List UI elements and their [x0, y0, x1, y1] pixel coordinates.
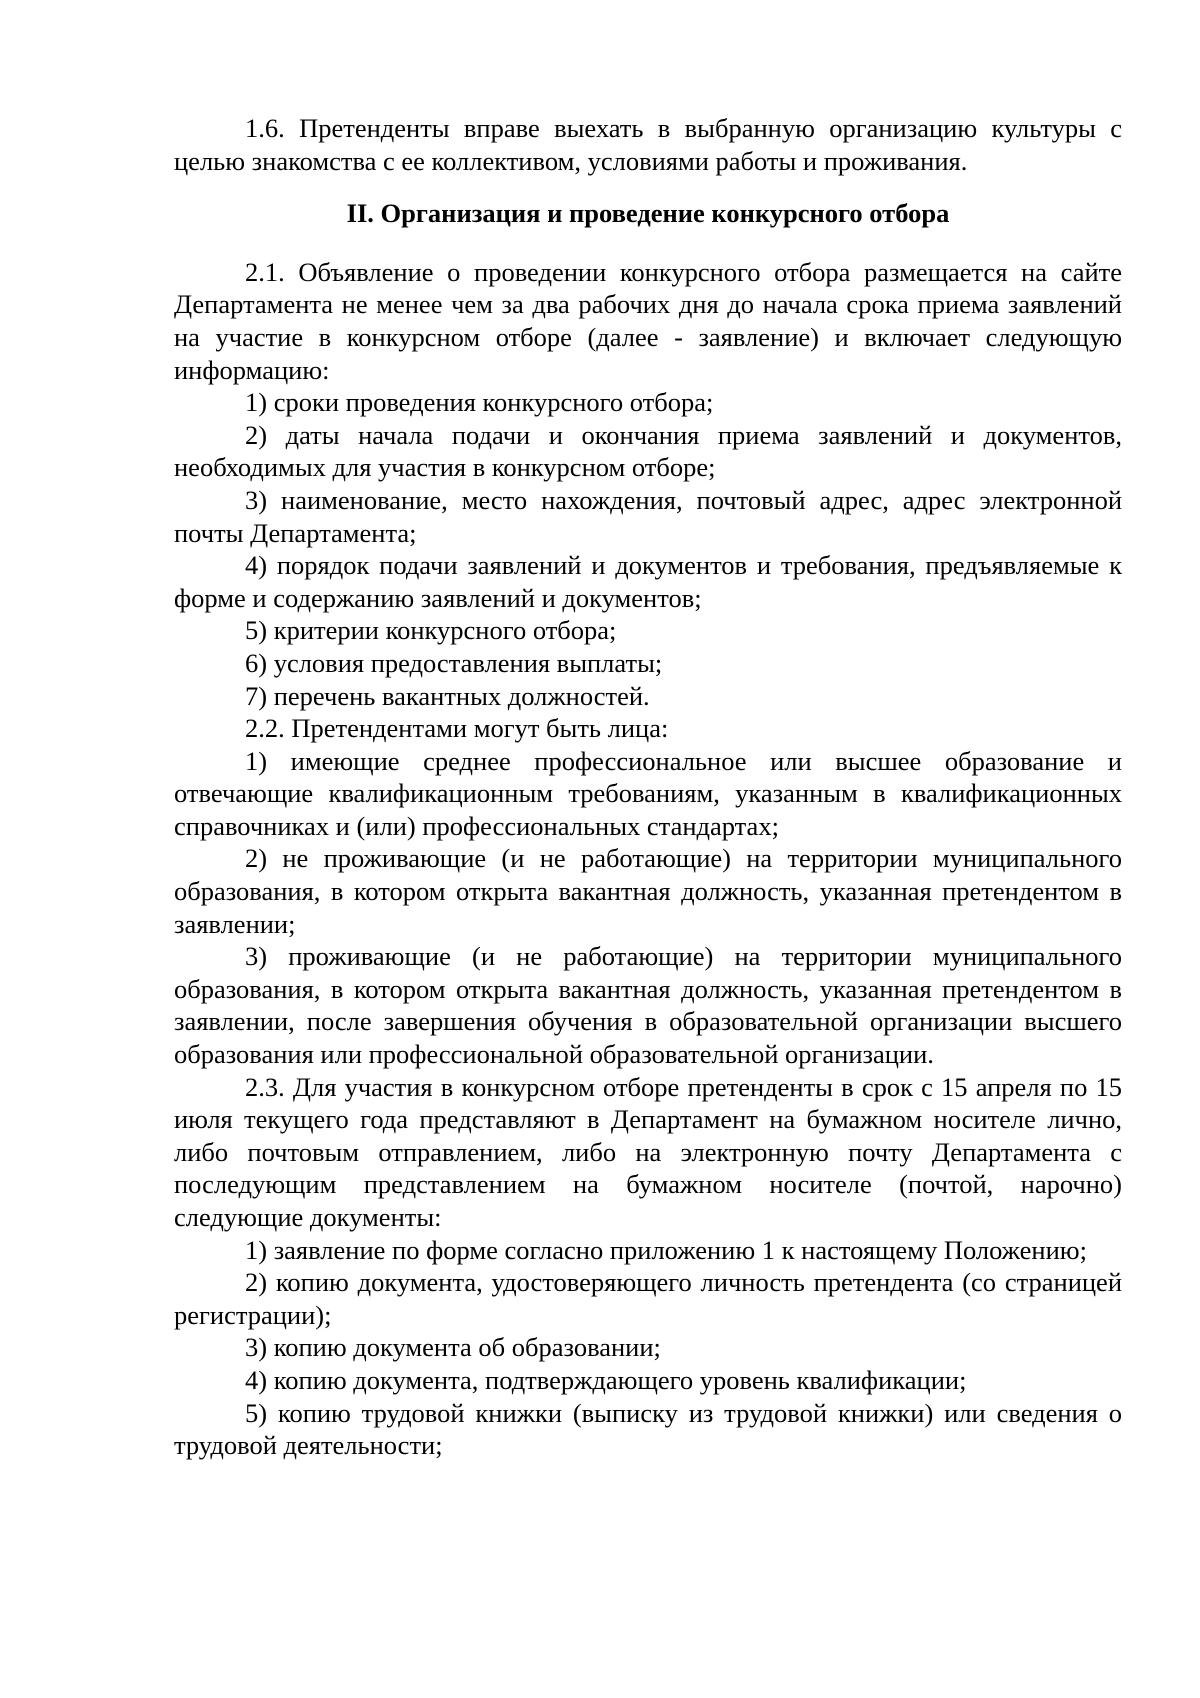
list-item-document-5: 5) копию трудовой книжки (выписку из трудовой книжки) или сведения о трудовой деятельности; [174, 1397, 1122, 1461]
list-item-info-1: 1) сроки проведения конкурсного отбора; [245, 387, 714, 418]
document-page [174, 112, 1122, 1462]
list-item-document-3: 3) копию документа об образовании; [245, 1332, 661, 1363]
list-item-info-6: 6) условия предоставления выплаты; [245, 647, 663, 678]
section-heading: II. Организация и проведение конкурсного отбора [346, 198, 950, 229]
list-item-info-4: 4) порядок подачи заявлений и документов и требования, предъявляемые к форме и содержанию заявлений и документов; [174, 550, 1122, 613]
list-item-document-4: 4) копию документа, подтверждающего уровень квалификации; [245, 1364, 967, 1395]
paragraph-2-3: 2.3. Для участия в конкурсном отборе претенденты в срок с 15 апреля по 15 июля текущего года представляют в Департамент на бумажном носителе лично, либо почтовым отправлением, либо на электронную почту Департамента с последующим представлением на бумажном носителе (почтой, нарочно) следующие документы: [174, 1071, 1122, 1232]
list-item-document-2: 2) копию документа, удостоверяющего личность претендента (со страницей регистрации); [174, 1267, 1122, 1330]
list-item-info-5: 5) критерии конкурсного отбора; [245, 615, 617, 646]
intro-paragraph: 1.6. Претенденты вправе выехать в выбранную организацию культуры с целью знакомства с ее коллективом, условиями работы и проживания. [174, 113, 1122, 176]
list-item-candidate-3: 3) проживающие (и не работающие) на территории муниципального образования, в котором открыта вакантная должность, указанная претендентом в заявлении, после завершения обучения в образовательной организации высшего образования или профессиональной образовательной организации. [174, 941, 1122, 1070]
list-item-info-7: 7) перечень вакантных должностей. [245, 680, 650, 711]
list-item-info-3: 3) наименование, место нахождения, почтовый адрес, адрес электронной почты Департамента; [174, 484, 1122, 548]
paragraph-2-2: 2.2. Претендентами могут быть лица: [245, 713, 669, 744]
list-item-document-1: 1) заявление по форме согласно приложению 1 к настоящему Положению; [245, 1234, 1087, 1265]
paragraph-2-1: 2.1. Объявление о проведении конкурсного отбора размещается на сайте Департамента не менее чем за два рабочих дня до начала срока приема заявлений на участие в конкурсном отборе (далее - заявление) и включает следующую информацию: [174, 256, 1122, 385]
list-item-info-2: 2) даты начала подачи и окончания приема заявлений и документов, необходимых для участия в конкурсном отборе; [174, 419, 1122, 483]
list-item-candidate-2: 2) не проживающие (и не работающие) на территории муниципального образования, в котором открыта вакантная должность, указанная претендентом в заявлении; [174, 843, 1122, 939]
list-item-candidate-1: 1) имеющие среднее профессиональное или высшее образование и отвечающие квалификационным требованиям, указанным в квалификационных справочниках и (или) профессиональных стандартах; [174, 745, 1122, 841]
